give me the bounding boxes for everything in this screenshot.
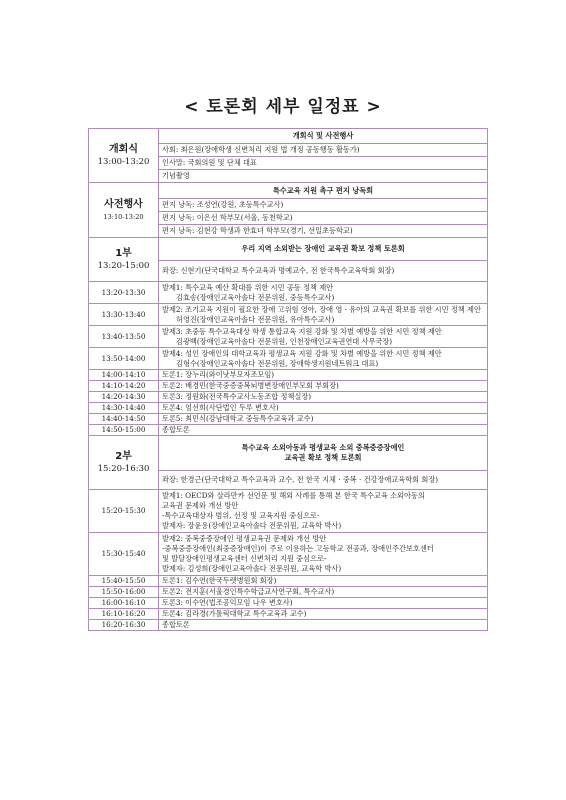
content-line: 토론1: 김수연(한국두렛병원회 회장) (162, 576, 277, 585)
content-cell (159, 598, 488, 609)
part1-heading: 우리 지역 소외받는 장애인 교육권 확보 정책 토론회 (159, 238, 488, 261)
session-time: 13:10-13:20 (103, 212, 144, 221)
content-line: 발제자: 김성희(장애인교육아솔다 전문위원, 교육학 박사) (162, 564, 342, 573)
table-row (89, 490, 488, 533)
content-line: 발제자: 장윤용(장애인교육아솔다 전문위원, 교육학 박사) (162, 521, 342, 530)
content-line: 김형수(장애인교육아솔다 전문위원, 장애학생지원네트워크 대표) (176, 358, 379, 368)
content-line: 토론5: 최민식(강남대학교 중등특수교육과 교수) (162, 414, 314, 423)
part2-rows (89, 490, 488, 631)
content-line: 종합토론 (162, 620, 190, 629)
content-cell (159, 326, 488, 348)
pre-event-item: 편지 낭독: 조성연(강원, 초등특수교사) (159, 199, 488, 212)
time-cell: 14:00-14:10 (89, 370, 159, 381)
table-row (89, 370, 488, 381)
time-cell: 13:50-14:00 (89, 348, 159, 370)
time-cell: 13:30-13:40 (89, 304, 159, 326)
session-name: 사전행사 (104, 198, 143, 210)
time-cell: 14:50-15:00 (89, 425, 159, 436)
session-time: 13:20-15:00 (97, 261, 150, 271)
time-cell: 13:20-13:30 (89, 282, 159, 304)
time-cell: 15:40-15:50 (89, 576, 159, 587)
table-row (89, 304, 488, 326)
time-cell: 16:10-16:20 (89, 609, 159, 620)
pre-event-item: 편지 낭독: 이은선 학부모(서울, 동천학교) (159, 212, 488, 225)
table-row (89, 392, 488, 403)
session-name: 1부 (115, 248, 132, 259)
content-line: 종합토론 (162, 425, 190, 434)
content-cell (159, 490, 488, 533)
table-row (89, 598, 488, 609)
content-cell (159, 425, 488, 436)
time-cell: 16:20-16:30 (89, 620, 159, 631)
page-title: < 토론회 세부 일정표 > (184, 97, 382, 117)
table-row (89, 381, 488, 392)
content-line: -특수교육대상자 범위, 선정 및 교육지원 중심으로- (162, 511, 320, 520)
content-cell (159, 282, 488, 304)
table-row (89, 533, 488, 576)
pre-event-session-cell (89, 183, 159, 238)
content-cell (159, 414, 488, 425)
table-row (89, 326, 488, 348)
time-cell: 15:30-15:40 (89, 533, 159, 576)
content-line: 토론3: 정원화(전국특수교사노동조합 정책실장) (162, 392, 312, 401)
content-line: 발제2: 조기교육 지원이 필요한 장애 고위험 영아, 장애 영 · 유아의 교육권 확보를 위한 시민 정책 제안 (162, 304, 481, 314)
content-cell (159, 392, 488, 403)
table-row (89, 348, 488, 370)
content-line: 허영진(장애인교육아솔다 전문위원, 유아특수교사) (176, 314, 335, 324)
part1-rows (89, 282, 488, 436)
part1-chair: 좌장: 신현기(단국대학교 특수교육과 명예교수, 전 한국특수교육학회 회장) (159, 261, 488, 282)
part2-heading (159, 436, 488, 471)
table-row (89, 587, 488, 598)
part2-heading-row (89, 436, 488, 471)
schedule-table (88, 128, 488, 631)
content-cell (159, 348, 488, 370)
session-time: 13:00-13:20 (97, 157, 150, 167)
table-row (89, 282, 488, 304)
session-name: 2부 (115, 451, 132, 462)
content-line: 김광백(장애인교육아솔다 전문위원, 인천장애인교육권연대 사무국장) (176, 336, 393, 346)
opening-item: 사회: 최은원(장애학생 신변처리 지원 법 개정 공동행동 활동가) (159, 144, 488, 157)
opening-item: 인사말: 국회의원 및 단체 대표 (159, 157, 488, 170)
content-cell (159, 304, 488, 326)
content-line: 발제4: 성인 장애인의 대학교육과 평생교육 지원 강화 및 차별 예방을 위한 시민 정책 제안 (162, 348, 442, 358)
content-line: 김효송(장애인교육아솔다 전문위원, 중등특수교사) (176, 292, 335, 302)
table-row (89, 425, 488, 436)
session-time: 15:20-16:30 (97, 464, 150, 474)
part2-heading-line: 특수교육 소외아동과 평생교육 소외 중복중증장애인 (241, 443, 405, 452)
part2-session-cell (89, 436, 159, 490)
content-cell (159, 587, 488, 598)
part2-block (89, 436, 488, 490)
part2-chair: 좌장: 한경근(단국대학교 특수교육과 교수, 전 한국 지체 · 중복 · 건강장애교육학회 회장) (159, 471, 488, 490)
content-cell (159, 370, 488, 381)
content-cell (159, 381, 488, 392)
content-cell (159, 533, 488, 576)
content-cell (159, 609, 488, 620)
pre-event-heading-row (89, 183, 488, 199)
content-line: -중복중증장애인(최중증장애인)이 주로 이용하는 고등학교 전공과, 장애인주간보호센터 (162, 544, 434, 553)
content-line: 및 발달장애인평생교육센터 신변처리 지원 중심으로- (162, 554, 327, 563)
content-line: 토론2: 전지훈(서울경인특수학급교사연구회, 특수교사) (162, 587, 335, 596)
content-line: 발제1: 특수교육 예산 확대를 위한 시민 공동 정책 제안 (162, 282, 334, 292)
content-cell (159, 620, 488, 631)
content-line: 발제1: OECD와 살라만카 선언문 및 해외 사례를 통해 본 한국 특수교육 소외아동의 (162, 491, 425, 500)
time-cell: 14:30-14:40 (89, 403, 159, 414)
table-row (89, 576, 488, 587)
content-line: 토론4: 김라경(가톨릭대학교 특수교육과 교수) (162, 609, 307, 618)
part1-heading-row (89, 238, 488, 261)
table-row (89, 609, 488, 620)
time-cell: 15:20-15:30 (89, 490, 159, 533)
table-row (89, 403, 488, 414)
opening-session-cell (89, 129, 159, 183)
part2-heading-line: 교육권 확보 정책 토론회 (284, 453, 362, 462)
content-cell (159, 576, 488, 587)
part1-session-cell (89, 238, 159, 282)
opening-heading-row (89, 129, 488, 144)
opening-heading: 개회식 및 사전행사 (159, 129, 488, 144)
table-row (89, 620, 488, 631)
time-cell: 16:00-16:10 (89, 598, 159, 609)
pre-event-heading: 특수교육 지원 촉구 편지 낭독회 (159, 183, 488, 199)
content-line: 토론3: 이수연(법조공익모임 나우 변호사) (162, 598, 293, 607)
content-line: 토론4: 엄선희(사단법인 두루 변호사) (162, 403, 279, 412)
content-line: 토론2: 배경민(한국중증중복뇌병변장애인부모회 부회장) (162, 381, 339, 390)
content-line: 토론1: 장누리(와이낫부모자조모임) (162, 370, 275, 379)
pre-event-item: 편지 낭독: 김현강 학생과 한효녀 학부모(경기, 선일초등학교) (159, 225, 488, 238)
opening-item: 기념촬영 (159, 170, 488, 183)
content-line: 발제2: 중복중증장애인 평생교육권 문제와 개선 방안 (162, 534, 327, 543)
content-line: 발제3: 초중등 특수교육대상 학생 통합교육 지원 강화 및 차별 예방을 위한 시민 정책 제안 (162, 326, 442, 336)
time-cell: 14:10-14:20 (89, 381, 159, 392)
time-cell: 13:40-13:50 (89, 326, 159, 348)
time-cell: 15:50-16:00 (89, 587, 159, 598)
content-cell (159, 403, 488, 414)
content-line: 교육권 문제와 개선 방안 (162, 501, 239, 510)
session-name: 개회식 (109, 144, 138, 155)
time-cell: 14:40-14:50 (89, 414, 159, 425)
time-cell: 14:20-14:30 (89, 392, 159, 403)
table-row (89, 414, 488, 425)
